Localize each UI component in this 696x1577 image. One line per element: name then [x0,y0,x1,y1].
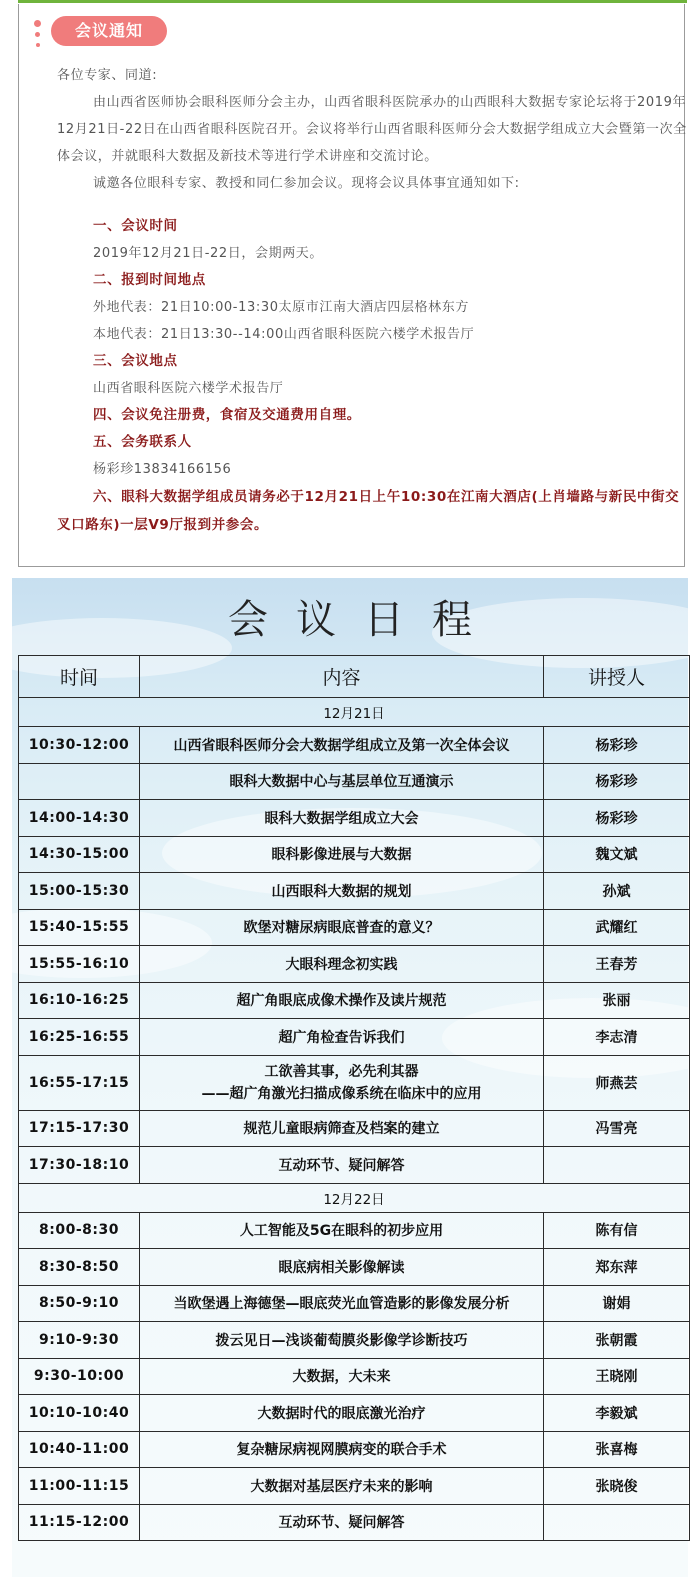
section-1-text: 2019年12月21日-22日，会期两天。 [93,246,324,261]
time-cell: 15:00-15:30 [19,873,140,910]
section-5-text: 杨彩珍13834166156 [93,462,232,477]
content-cell: 互动环节、疑问解答 [140,1147,544,1184]
content-cell: 当欧堡遇上海德堡—眼底荧光血管造影的影像发展分析 [140,1285,544,1322]
time-cell: 16:10-16:25 [19,982,140,1019]
content-cell: 眼科大数据中心与基层单位互通演示 [140,763,544,800]
table-row [19,1468,690,1505]
header-speaker: 讲授人 [544,656,690,698]
content-cell: 超广角检查告诉我们 [140,1019,544,1056]
table-row [19,909,690,946]
speaker-cell: 郑东萍 [544,1249,690,1286]
content-cell: 眼科影像进展与大数据 [140,836,544,873]
section-6-title: 六、眼科大数据学组成员请务必于12月21日上午10:30在江南大酒店(上肖墙路与新民中街交叉口路东)一层V9厅报到并参会。 [57,489,680,533]
section-3-title: 三、会议地点 [93,353,178,369]
table-row [19,1322,690,1359]
section-5-title: 五、会务联系人 [93,434,192,450]
date-label: 12月22日 [19,1183,690,1212]
section-1-title: 一、会议时间 [93,218,178,234]
table-row [19,1285,690,1322]
speaker-cell: 杨彩珍 [544,800,690,837]
content-cell: 互动环节、疑问解答 [140,1504,544,1541]
time-cell [19,763,140,800]
content-cell: 大眼科理念初实践 [140,946,544,983]
table-row [19,1147,690,1184]
table-row [19,1358,690,1395]
time-cell: 8:50-9:10 [19,1285,140,1322]
table-row [19,946,690,983]
table-row [19,1395,690,1432]
speaker-cell: 李毅斌 [544,1395,690,1432]
content-cell: 规范儿童眼病筛查及档案的建立 [140,1110,544,1147]
time-cell: 14:00-14:30 [19,800,140,837]
speaker-cell: 谢娟 [544,1285,690,1322]
table-header-row [19,656,690,698]
content-cell: 眼底病相关影像解读 [140,1249,544,1286]
content-cell: 山西省眼科医师分会大数据学组成立及第一次全体会议 [140,727,544,764]
date-row-day2 [19,1183,690,1212]
speaker-cell [544,1504,690,1541]
time-cell: 17:30-18:10 [19,1147,140,1184]
content-cell: 大数据对基层医疗未来的影响 [140,1468,544,1505]
content-cell [140,1055,544,1110]
table-row [19,800,690,837]
speaker-cell: 武耀红 [544,909,690,946]
content-cell: 拨云见日—浅谈葡萄膜炎影像学诊断技巧 [140,1322,544,1359]
content-line: ——超广角激光扫描成像系统在临床中的应用 [201,1085,482,1102]
speaker-cell: 魏文斌 [544,836,690,873]
content-cell: 大数据，大未来 [140,1358,544,1395]
schedule-title: 会议日程 [228,597,500,643]
table-row [19,873,690,910]
table-row [19,763,690,800]
table-row [19,1249,690,1286]
section-4-title: 四、会议免注册费，食宿及交通费用自理。 [93,407,361,423]
speaker-cell: 张晓俊 [544,1468,690,1505]
time-cell: 8:30-8:50 [19,1249,140,1286]
speaker-cell: 陈有信 [544,1212,690,1249]
speaker-cell: 张朝霞 [544,1322,690,1359]
content-cell: 眼科大数据学组成立大会 [140,800,544,837]
time-cell: 9:30-10:00 [19,1358,140,1395]
table-row [19,1431,690,1468]
time-cell: 9:10-9:30 [19,1322,140,1359]
speaker-cell: 杨彩珍 [544,727,690,764]
meeting-notice [18,4,685,567]
time-cell: 10:30-12:00 [19,727,140,764]
content-cell: 超广角眼底成像术操作及读片规范 [140,982,544,1019]
section-2-title: 二、报到时间地点 [93,272,206,288]
content-cell: 欧堡对糖尿病眼底普查的意义？ [140,909,544,946]
decorative-dots-icon [33,18,43,52]
speaker-cell: 杨彩珍 [544,763,690,800]
top-divider-line [18,0,687,3]
speaker-cell: 冯雪亮 [544,1110,690,1147]
section-2-line-1: 外地代表：21日10:00-13:30太原市江南大酒店四层格林东方 [93,300,469,315]
speaker-cell: 王春芳 [544,946,690,983]
notice-body [57,62,687,539]
header-time: 时间 [19,656,140,698]
time-cell: 14:30-15:00 [19,836,140,873]
schedule-table [18,655,690,1541]
section-3-text: 山西省眼科医院六楼学术报告厅 [93,381,284,396]
content-cell: 山西眼科大数据的规划 [140,873,544,910]
date-row-day1 [19,698,690,727]
time-cell: 16:55-17:15 [19,1055,140,1110]
date-label: 12月21日 [19,698,690,727]
speaker-cell: 张丽 [544,982,690,1019]
content-cell: 复杂糖尿病视网膜病变的联合手术 [140,1431,544,1468]
schedule-panel [12,578,688,1577]
content-cell: 大数据时代的眼底激光治疗 [140,1395,544,1432]
speaker-cell: 王晓刚 [544,1358,690,1395]
content-line: 工欲善其事，必先利其器 [264,1063,419,1080]
table-row [19,1504,690,1541]
intro-paragraph: 由山西省医师协会眼科医师分会主办，山西省眼科医院承办的山西眼科大数据专家论坛将于2019年12月21日-22日在山西省眼科医院召开。会议将举行山西省眼科医师分会大数据学组成立大会暨第一次全体会议，并就眼科大数据及新技术等进行学术讲座和交流讨论。 [57,95,687,164]
table-row [19,727,690,764]
header-content: 内容 [140,656,544,698]
content-cell: 人工智能及5G在眼科的初步应用 [140,1212,544,1249]
time-cell: 11:15-12:00 [19,1504,140,1541]
time-cell: 8:00-8:30 [19,1212,140,1249]
time-cell: 10:10-10:40 [19,1395,140,1432]
notice-tag: 会议通知 [51,16,167,46]
time-cell: 16:25-16:55 [19,1019,140,1056]
speaker-cell: 孙斌 [544,873,690,910]
table-row [19,982,690,1019]
table-row [19,1019,690,1056]
time-cell: 11:00-11:15 [19,1468,140,1505]
section-2-line-2: 本地代表：21日13:30--14:00山西省眼科医院六楼学术报告厅 [93,327,475,342]
speaker-cell: 张喜梅 [544,1431,690,1468]
invitation-paragraph: 诚邀各位眼科专家、教授和同仁参加会议。现将会议具体事宜通知如下: [93,176,520,191]
greeting: 各位专家、同道: [57,68,158,83]
table-row [19,1110,690,1147]
table-row [19,1212,690,1249]
time-cell: 17:15-17:30 [19,1110,140,1147]
time-cell: 15:40-15:55 [19,909,140,946]
speaker-cell: 师燕芸 [544,1055,690,1110]
speaker-cell: 李志清 [544,1019,690,1056]
time-cell: 15:55-16:10 [19,946,140,983]
speaker-cell [544,1147,690,1184]
table-row [19,1055,690,1110]
time-cell: 10:40-11:00 [19,1431,140,1468]
table-row [19,836,690,873]
